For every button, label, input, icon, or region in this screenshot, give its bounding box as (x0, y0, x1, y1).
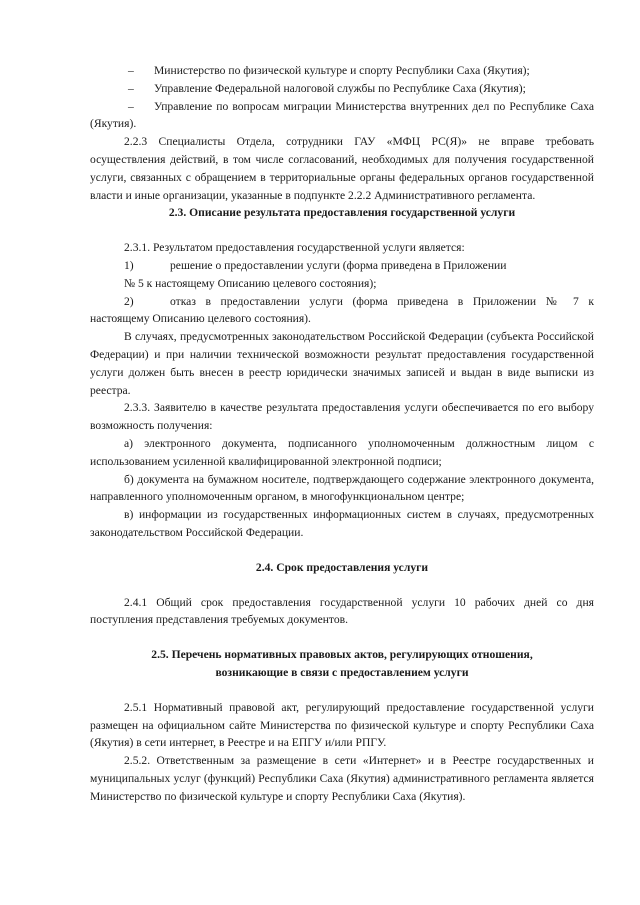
section-heading-2-3: 2.3. Описание результата предоставления государственной услуги (168, 206, 516, 220)
heading-line-2: возникающие в связи с предоставлением услуги (215, 665, 469, 679)
paragraph-2-5-1: 2.5.1 Нормативный правовой акт, регулирующий предоставление государственной услуги размещен на официальном сайте Министерства по физической культуре и спорту Республики Саха (Якутия) в сети интернет, в Реестре и на ЕПГУ и/или РПГУ. (90, 700, 594, 750)
paragraph-2-4-1: 2.4.1 Общий срок предоставления государственной услуги 10 рабочих дней со дня поступления представления требуемых документов. (90, 595, 594, 627)
dash-marker: – (128, 64, 134, 77)
paragraph-option-b: б) документа на бумажном носителе, подтверждающего содержание электронного документа, направленного уполномоченным органом, в многофункциональном центре; (90, 472, 594, 504)
paragraph-2-5-2: 2.5.2. Ответственным за размещение в сети «Интернет» и в Реестре государственных и муниципальных услуг (функций) Республики Саха (Якутия) административного регламента является Министерство по физической культуре и спорту Республики Саха (Якутия). (90, 754, 594, 803)
list-item-text: Управление Федеральной налоговой службы по Республике Саха (Якутия); (154, 81, 526, 95)
list-item-text: Министерство по физической культуре и спорту Республики Саха (Якутия); (154, 64, 530, 77)
item-number: 2) (124, 294, 134, 308)
paragraph-2-2-3: 2.2.3 Специалисты Отдела, сотрудники ГАУ «МФЦ РС(Я)» не вправе требовать осуществления действий, в том числе согласований, необходимых для получения государственной услуги, связанных с обращением в территориальные органы федеральных органов государственной власти и иные организации, указанные в подпункте 2.2.2 Административного регламента. (90, 135, 594, 202)
list-item (90, 98, 594, 134)
paragraph-option-a: а) электронного документа, подписанного уполномоченным должностным лицом с использованием усиленной квалифицированной электронной подписи; (90, 436, 594, 468)
item-continuation: № 5 к настоящему Описанию целевого состояния); (124, 276, 377, 290)
paragraph-cases: В случаях, предусмотренных законодательством Российской Федерации (субъекта Российской Федерации) и при наличии технической возможности результат предоставления государственной услуги должен быть внесен в реестр юридически значимых записей и выдан в виде выписки из реестра. (90, 330, 594, 397)
list-item-text: Управление по вопросам миграции Министерства внутренних дел по Республике Саха (Якутия). (90, 99, 594, 131)
list-item (90, 62, 594, 80)
item-number: 1) (124, 258, 134, 272)
list-item (90, 80, 594, 98)
paragraph-2-3-1: 2.3.1. Результатом предоставления государственной услуги является: (124, 241, 465, 255)
paragraph-option-v: в) информации из государственных информационных систем в случаях, предусмотренных законодательством Российской Федерации. (90, 508, 594, 539)
item-continuation: настоящему Описанию целевого состояния). (90, 312, 311, 326)
dash-marker: – (128, 81, 134, 95)
item-text: отказ в предоставлении услуги (форма приведена в Приложении № 7 к (170, 294, 594, 308)
section-heading-2-5 (90, 646, 594, 682)
numbered-item (90, 257, 594, 275)
heading-line-1: 2.5. Перечень нормативных правовых актов, регулирующих отношения, (151, 648, 533, 662)
numbered-item (90, 293, 594, 311)
section-heading-2-4: 2.4. Срок предоставления услуги (255, 560, 429, 574)
item-text: решение о предоставлении услуги (форма приведена в Приложении (170, 258, 507, 272)
dash-marker: – (128, 99, 134, 113)
paragraph-2-3-3: 2.3.3. Заявителю в качестве результата предоставления услуги обеспечивается по его выбору возможность получения: (90, 401, 594, 433)
document-page (90, 62, 594, 805)
